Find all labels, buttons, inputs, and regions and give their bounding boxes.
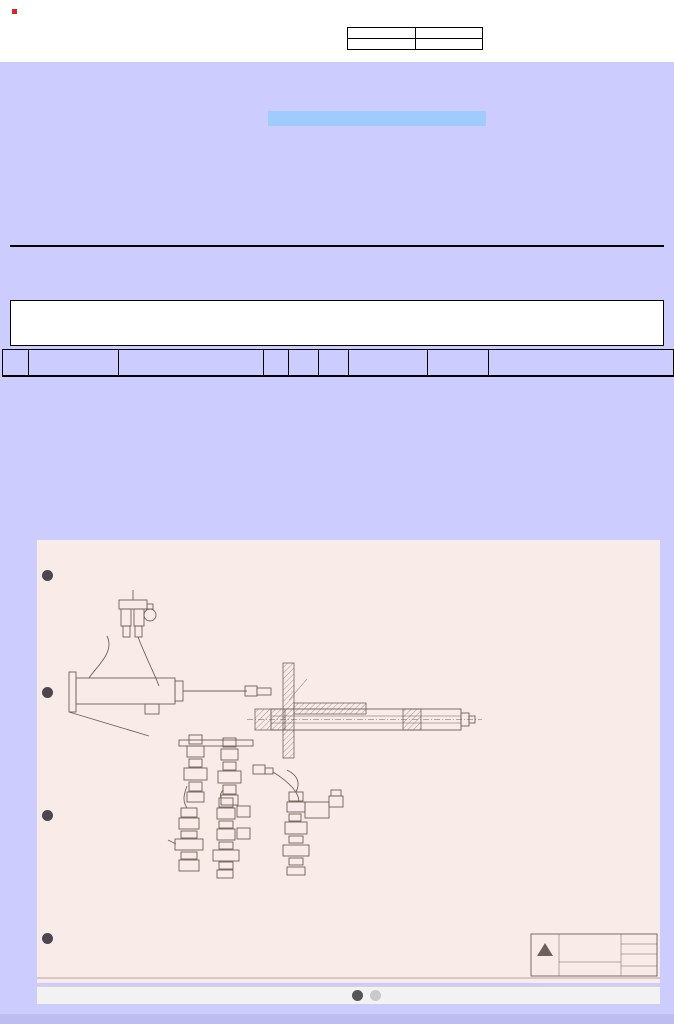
office-file-header	[416, 28, 483, 39]
ship-file-value[interactable]	[348, 39, 416, 50]
company-logo	[10, 8, 120, 54]
retract-cylinder-assembly	[69, 636, 271, 736]
additional-description-box[interactable]	[10, 300, 664, 346]
equipment-info-table	[10, 245, 664, 247]
spares-table-header	[3, 350, 673, 376]
col-header-part	[119, 350, 264, 375]
drawing-pager-bar	[37, 986, 660, 1004]
next-view-button[interactable]	[370, 990, 381, 1001]
spares-table	[2, 349, 674, 377]
filter-regulator-unit	[119, 590, 156, 637]
ship-name-field[interactable]	[268, 111, 486, 126]
file-reference-table	[347, 27, 483, 50]
col-header-qty	[289, 350, 319, 375]
inlet-valve-group-2	[213, 798, 250, 878]
burner-tube-assembly	[247, 663, 482, 758]
requisition-sheet	[0, 62, 674, 1024]
prev-view-button[interactable]	[352, 990, 363, 1001]
form-header	[0, 0, 674, 62]
col-header-account	[349, 350, 428, 375]
col-header-no	[3, 350, 29, 375]
ignition-burner-drawing	[37, 540, 660, 983]
punch-hole	[42, 570, 53, 581]
inlet-valve-group-3	[283, 790, 343, 875]
col-header-unit	[319, 350, 349, 375]
col-header-rob	[264, 350, 289, 375]
col-header-additional	[489, 350, 673, 375]
col-header-impa	[29, 350, 119, 375]
ship-file-header	[348, 28, 416, 39]
punch-hole	[42, 810, 53, 821]
punch-hole	[42, 933, 53, 944]
office-file-value[interactable]	[416, 39, 483, 50]
col-header-drawing	[428, 350, 489, 375]
valve-manifold	[179, 735, 299, 808]
punch-hole	[42, 687, 53, 698]
inlet-valve-group-1	[168, 808, 203, 871]
aalborg-logo-icon	[537, 943, 553, 956]
embedded-drawing-scan	[37, 540, 660, 983]
drawing-title-block	[531, 934, 657, 976]
bottom-strip	[0, 1014, 674, 1024]
